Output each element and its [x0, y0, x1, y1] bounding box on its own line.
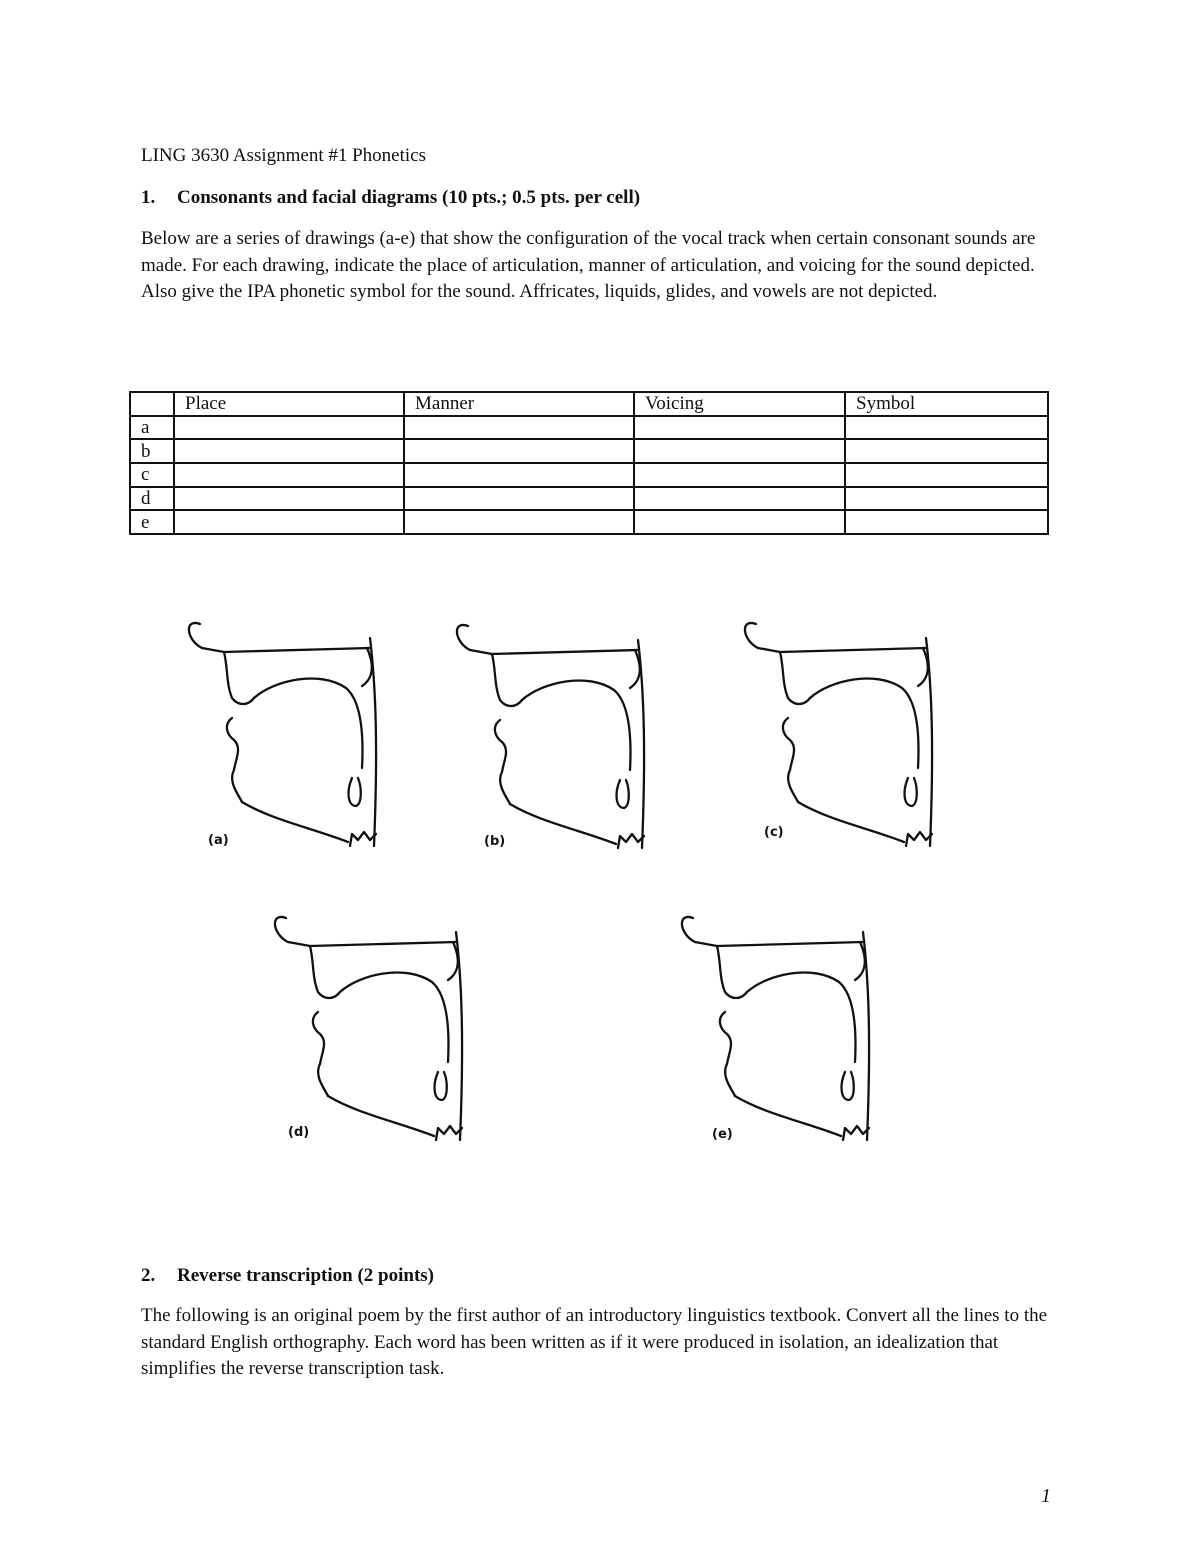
row-label: e: [130, 510, 174, 534]
answer-cell-place[interactable]: [174, 487, 404, 511]
diagram-e-label: (e): [712, 1127, 733, 1142]
row-label: c: [130, 463, 174, 487]
answer-cell-voicing[interactable]: [634, 510, 845, 534]
answer-cell-manner[interactable]: [404, 463, 634, 487]
answer-cell-voicing[interactable]: [634, 416, 845, 440]
diagram-b: [457, 625, 644, 848]
answer-cell-symbol[interactable]: [845, 463, 1048, 487]
table-header-manner: Manner: [404, 392, 634, 416]
vocal-tract-diagrams: [140, 600, 980, 1170]
diagram-c: [745, 623, 932, 846]
question-2-heading: [141, 1262, 434, 1289]
question-1-instructions: Below are a series of drawings (a-e) that show the configuration of the vocal track when certain consonant sounds are made. For each drawing, indicate the place of articulation, manner of articulation, and voicing for the sound depicted. Also give the IPA phonetic symbol for the sound. Affricates, liquids, glides, and vowels are not depicted.: [141, 228, 1036, 303]
table-header-symbol: Symbol: [845, 392, 1048, 416]
table-header-row: [130, 392, 1048, 416]
table-header-corner: [130, 392, 174, 416]
table-row: [130, 487, 1048, 511]
question-1-number: 1.: [141, 187, 156, 208]
assignment-title: LING 3630 Assignment #1 Phonetics: [141, 145, 426, 166]
answer-cell-manner[interactable]: [404, 439, 634, 463]
answer-cell-symbol[interactable]: [845, 416, 1048, 440]
answer-cell-place[interactable]: [174, 416, 404, 440]
table-row: [130, 439, 1048, 463]
question-1-title: Consonants and facial diagrams (10 pts.; 0.5 pts. per cell): [177, 187, 641, 208]
answer-table: [129, 391, 1049, 535]
table-row: [130, 510, 1048, 534]
answer-cell-manner[interactable]: [404, 510, 634, 534]
answer-cell-voicing[interactable]: [634, 439, 845, 463]
answer-cell-manner[interactable]: [404, 487, 634, 511]
answer-cell-voicing[interactable]: [634, 487, 845, 511]
table-row: [130, 463, 1048, 487]
row-label: d: [130, 487, 174, 511]
answer-cell-symbol[interactable]: [845, 510, 1048, 534]
answer-cell-symbol[interactable]: [845, 439, 1048, 463]
diagram-a: [189, 623, 376, 846]
question-1-heading: [141, 184, 640, 211]
answer-cell-voicing[interactable]: [634, 463, 845, 487]
table-row: [130, 416, 1048, 440]
diagram-b-label: (b): [484, 834, 506, 849]
answer-cell-symbol[interactable]: [845, 487, 1048, 511]
answer-cell-place[interactable]: [174, 439, 404, 463]
diagram-e: [682, 917, 869, 1140]
answer-cell-place[interactable]: [174, 510, 404, 534]
diagram-d-label: (d): [288, 1125, 310, 1140]
question-2-number: 2.: [141, 1265, 156, 1286]
row-label: b: [130, 439, 174, 463]
row-label: a: [130, 416, 174, 440]
answer-cell-manner[interactable]: [404, 416, 634, 440]
diagram-d: [275, 917, 462, 1140]
diagram-c-label: (c): [764, 825, 784, 840]
table-header-place: Place: [174, 392, 404, 416]
question-2-title: Reverse transcription (2 points): [177, 1265, 434, 1286]
page-number: 1: [1041, 1485, 1051, 1507]
table-header-voicing: Voicing: [634, 392, 845, 416]
question-2-instructions: The following is an original poem by the first author of an introductory linguistics textbook. Convert all the lines to the standard English orthography. Each word has been written as if it were produced in isolation, an idealization that simplifies the reverse transcription task.: [141, 1305, 1048, 1380]
answer-cell-place[interactable]: [174, 463, 404, 487]
diagram-a-label: (a): [208, 833, 229, 848]
